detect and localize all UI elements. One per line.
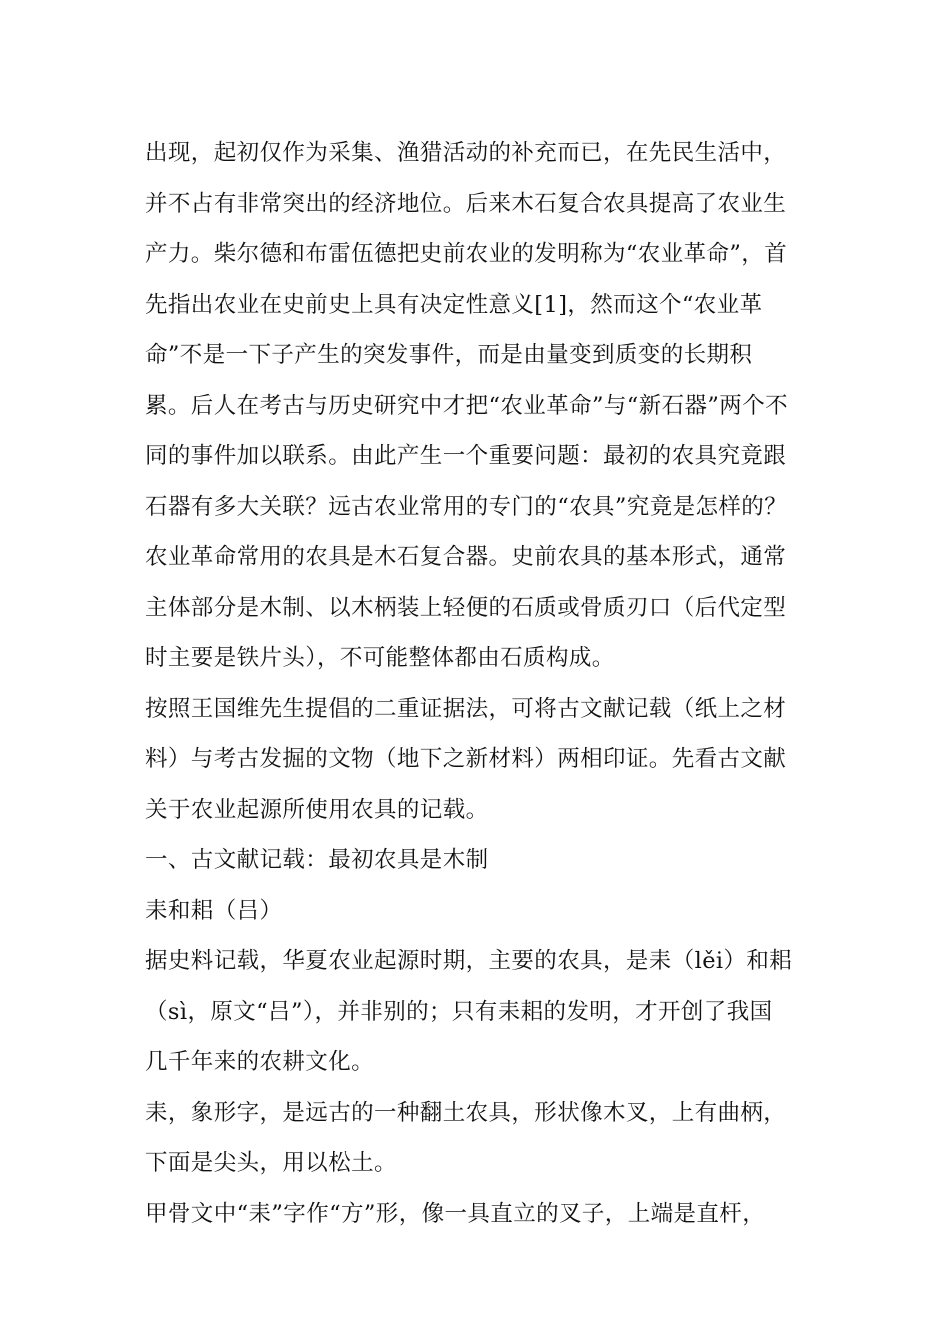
paragraph-lei-si-origin: 据史料记载，华夏农业起源时期，主要的农具，是耒（lěi）和耜（sì，原文“吕”），并非别的；只有耒耜的发明，才开创了我国几千年来的农耕文化。 — [145, 948, 793, 1075]
paragraph-agriculture-revolution: 出现，起初仅作为采集、渔猎活动的补充而已，在先民生活中，并不占有非常突出的经济地位。后来木石复合农具提高了农业生产力。柴尔德和布雷伍德把史前农业的发明称为“农业革命”，首先指出农业在史前史上具有决定性意义[1]，然而这个“农业革命”不是一下子产生的突发事件，而是由量变到质变的长期积累。后人在考古与历史研究中才把“农业革命”与“新石器”两个不同的事件加以联系。由此产生一个重要问题：最初的农具究竟跟石器有多大关联？远古农业常用的专门的“农具”究竟是怎样的？农业革命常用的农具是木石复合器。史前农具的基本形式，通常主体部分是木制、以木柄装上轻便的石质或骨质刃口（后代定型时主要是铁片头），不可能整体都由石质构成。 — [145, 140, 789, 671]
paragraph-lei-definition: 耒，象形字，是远古的一种翻土农具，形状像木叉，上有曲柄，下面是尖头，用以松土。 — [145, 1099, 787, 1176]
paragraph-oracle-bone-lei: 甲骨文中“耒”字作“方”形，像一具直立的叉子，上端是直杆， — [145, 1200, 766, 1227]
document-body — [145, 128, 795, 1239]
subheading-lei-si: 耒和耜（吕） — [145, 897, 283, 924]
section-heading-ancient-records: 一、古文献记载：最初农具是木制 — [145, 847, 489, 873]
paragraph-dual-evidence-method: 按照王国维先生提倡的二重证据法，可将古文献记载（纸上之材料）与考古发掘的文物（地下之新材料）两相印证。先看古文献关于农业起源所使用农具的记载。 — [145, 695, 787, 823]
